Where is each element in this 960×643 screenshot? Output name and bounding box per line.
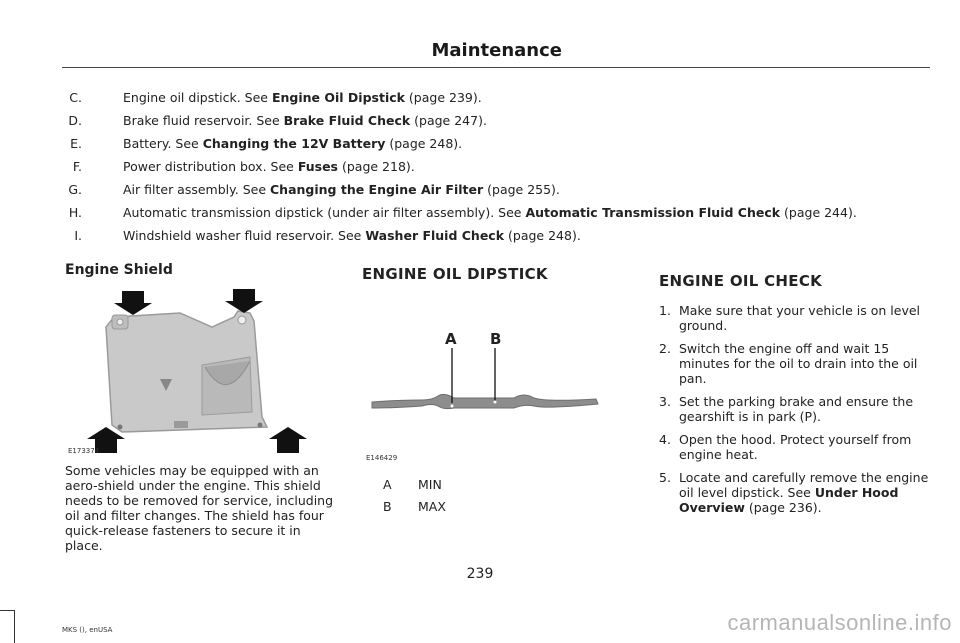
dipstick-heading: ENGINE OIL DIPSTICK: [362, 265, 548, 283]
legend-value-min: MIN: [418, 477, 442, 492]
step-item: 5. Locate and carefully remove the engine oil level dipstick. See Under Hood Overview (page 236).: [659, 470, 929, 515]
legend-key-a: A: [383, 477, 392, 492]
arrow-down-icon: [114, 291, 152, 315]
figure-code: E173374: [68, 447, 100, 455]
step-item: 1. Make sure that your vehicle is on level ground.: [659, 303, 921, 333]
figure-code: E146429: [366, 454, 398, 462]
watermark: carmanualsonline.info: [727, 610, 952, 635]
cross-reference-link[interactable]: Engine Oil Dipstick: [271, 90, 405, 105]
oil-check-heading: ENGINE OIL CHECK: [659, 272, 823, 290]
cross-reference-link[interactable]: Changing the Engine Air Filter: [270, 182, 484, 197]
list-letter: E.: [70, 136, 82, 151]
step-item: 4. Open the hood. Protect yourself from engine heat.: [659, 432, 912, 462]
page-header-title: Maintenance: [431, 40, 562, 61]
fastener-hole: [258, 423, 263, 428]
list-letter: G.: [68, 182, 82, 197]
header-rule: [62, 67, 930, 68]
arrow-down-icon: [225, 289, 263, 313]
page-number: 239: [466, 566, 494, 582]
max-mark: [494, 401, 497, 404]
min-mark: [451, 405, 454, 408]
step-item: 2. Switch the engine off and wait 15 minutes for the oil to drain into the oil pan.: [659, 341, 918, 386]
callout-a: A: [445, 330, 457, 348]
cross-reference-link[interactable]: Brake Fluid Check: [283, 113, 411, 128]
fastener-hole: [238, 316, 246, 324]
list-text: Windshield washer fluid reservoir. See Washer Fluid Check (page 248).: [123, 228, 581, 243]
list-letter: H.: [68, 205, 82, 220]
arrow-up-icon: [269, 427, 307, 453]
list-text: Automatic transmission dipstick (under air filter assembly). See Automatic Transmission Fluid Check (page 244).: [123, 205, 857, 220]
list-text: Engine oil dipstick. See Engine Oil Dipstick (page 239).: [123, 90, 482, 105]
legend-key-b: B: [383, 499, 392, 514]
cross-reference-link[interactable]: Fuses: [297, 159, 338, 174]
shield-clip: [174, 421, 188, 428]
engine-shield-illustration: [62, 287, 307, 457]
list-text: Air filter assembly. See Changing the Engine Air Filter (page 255).: [123, 182, 560, 197]
callout-b: B: [490, 330, 502, 348]
oil-check-steps: [659, 303, 934, 523]
list-letter: C.: [69, 90, 82, 105]
legend-value-max: MAX: [418, 499, 446, 514]
list-letter: I.: [74, 228, 82, 243]
list-text: Brake fluid reservoir. See Brake Fluid Check (page 247).: [123, 113, 487, 128]
cross-reference-link[interactable]: Changing the 12V Battery: [202, 136, 386, 151]
crop-mark: [14, 610, 15, 643]
cross-reference-link[interactable]: Washer Fluid Check: [365, 228, 505, 243]
step-item: 3. Set the parking brake and ensure the gearshift is in park (P).: [659, 394, 914, 424]
list-text: Battery. See Changing the 12V Battery (page 248).: [123, 136, 463, 151]
list-letter: F.: [72, 159, 82, 174]
list-letter: D.: [68, 113, 82, 128]
document-code: MKS (), enUSA: [62, 626, 113, 634]
cross-reference-link[interactable]: Under Hood Overview: [679, 485, 899, 515]
list-text: Power distribution box. See Fuses (page 218).: [123, 159, 415, 174]
fastener-hole: [118, 425, 123, 430]
crop-mark: [0, 610, 14, 611]
engine-shield-heading: Engine Shield: [65, 262, 173, 278]
dipstick-blade: [372, 394, 598, 408]
cross-reference-link[interactable]: Automatic Transmission Fluid Check: [525, 205, 781, 220]
fastener-hole: [117, 319, 123, 325]
engine-shield-text: Some vehicles may be equipped with an aero-shield under the engine. This shield needs to be removed for service, including oil and filter changes. The shield has four quick-release fasteners to secure it in place.: [65, 463, 334, 553]
dipstick-illustration: [366, 326, 606, 416]
